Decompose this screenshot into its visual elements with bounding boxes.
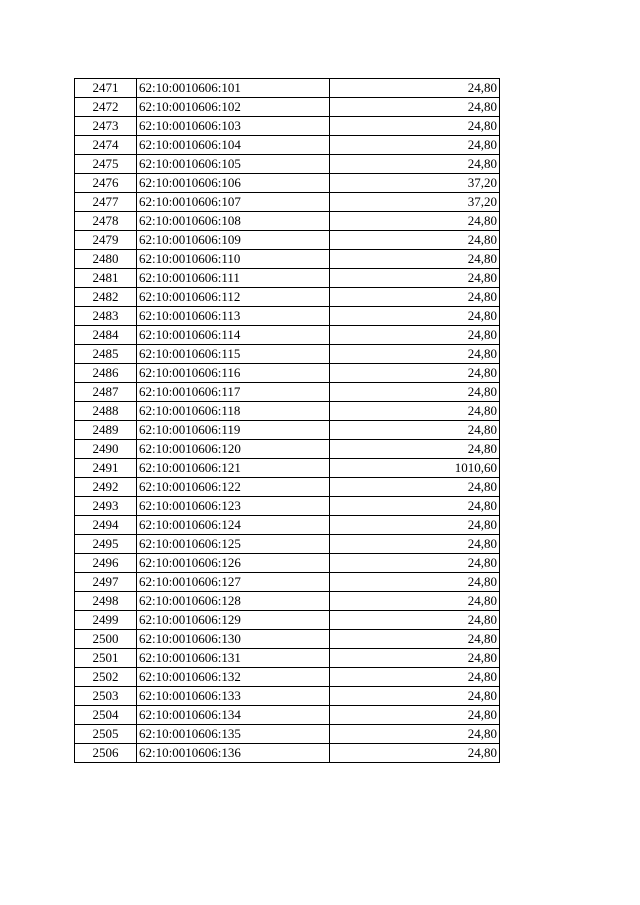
area-cell: 24,80 xyxy=(330,687,500,706)
area-cell: 24,80 xyxy=(330,212,500,231)
table-row xyxy=(75,573,500,592)
table-row xyxy=(75,250,500,269)
cadastral-number-cell: 62:10:0010606:130 xyxy=(137,630,330,649)
area-cell: 24,80 xyxy=(330,231,500,250)
cadastral-number-cell: 62:10:0010606:121 xyxy=(137,459,330,478)
cadastral-number-cell: 62:10:0010606:119 xyxy=(137,421,330,440)
area-cell: 24,80 xyxy=(330,668,500,687)
row-number-cell: 2482 xyxy=(75,288,137,307)
area-cell: 24,80 xyxy=(330,706,500,725)
table-row xyxy=(75,706,500,725)
table-row xyxy=(75,117,500,136)
row-number-cell: 2471 xyxy=(75,79,137,98)
row-number-cell: 2493 xyxy=(75,497,137,516)
area-cell: 24,80 xyxy=(330,421,500,440)
table-row xyxy=(75,516,500,535)
area-cell: 24,80 xyxy=(330,630,500,649)
cadastral-number-cell: 62:10:0010606:111 xyxy=(137,269,330,288)
area-cell: 37,20 xyxy=(330,193,500,212)
row-number-cell: 2487 xyxy=(75,383,137,402)
cadastral-number-cell: 62:10:0010606:106 xyxy=(137,174,330,193)
row-number-cell: 2480 xyxy=(75,250,137,269)
area-cell: 24,80 xyxy=(330,573,500,592)
cadastral-number-cell: 62:10:0010606:135 xyxy=(137,725,330,744)
area-cell: 24,80 xyxy=(330,516,500,535)
area-cell: 24,80 xyxy=(330,155,500,174)
row-number-cell: 2472 xyxy=(75,98,137,117)
cadastral-number-cell: 62:10:0010606:134 xyxy=(137,706,330,725)
area-cell: 24,80 xyxy=(330,535,500,554)
row-number-cell: 2476 xyxy=(75,174,137,193)
table-body xyxy=(75,79,500,763)
row-number-cell: 2490 xyxy=(75,440,137,459)
row-number-cell: 2486 xyxy=(75,364,137,383)
row-number-cell: 2502 xyxy=(75,668,137,687)
cadastral-number-cell: 62:10:0010606:120 xyxy=(137,440,330,459)
area-cell: 37,20 xyxy=(330,174,500,193)
cadastral-number-cell: 62:10:0010606:102 xyxy=(137,98,330,117)
area-cell: 24,80 xyxy=(330,79,500,98)
row-number-cell: 2481 xyxy=(75,269,137,288)
cadastral-number-cell: 62:10:0010606:131 xyxy=(137,649,330,668)
cadastral-number-cell: 62:10:0010606:126 xyxy=(137,554,330,573)
cadastral-number-cell: 62:10:0010606:128 xyxy=(137,592,330,611)
row-number-cell: 2499 xyxy=(75,611,137,630)
table-row xyxy=(75,535,500,554)
row-number-cell: 2495 xyxy=(75,535,137,554)
table-row xyxy=(75,136,500,155)
cadastral-number-cell: 62:10:0010606:132 xyxy=(137,668,330,687)
cadastral-number-cell: 62:10:0010606:108 xyxy=(137,212,330,231)
cadastral-number-cell: 62:10:0010606:101 xyxy=(137,79,330,98)
cadastral-number-cell: 62:10:0010606:104 xyxy=(137,136,330,155)
row-number-cell: 2475 xyxy=(75,155,137,174)
row-number-cell: 2473 xyxy=(75,117,137,136)
area-cell: 24,80 xyxy=(330,478,500,497)
table-row xyxy=(75,231,500,250)
area-cell: 24,80 xyxy=(330,364,500,383)
row-number-cell: 2500 xyxy=(75,630,137,649)
cadastral-number-cell: 62:10:0010606:115 xyxy=(137,345,330,364)
table-row xyxy=(75,725,500,744)
cadastral-number-cell: 62:10:0010606:113 xyxy=(137,307,330,326)
row-number-cell: 2503 xyxy=(75,687,137,706)
table-row xyxy=(75,345,500,364)
row-number-cell: 2489 xyxy=(75,421,137,440)
cadastral-number-cell: 62:10:0010606:114 xyxy=(137,326,330,345)
row-number-cell: 2484 xyxy=(75,326,137,345)
table-row xyxy=(75,383,500,402)
area-cell: 24,80 xyxy=(330,136,500,155)
row-number-cell: 2497 xyxy=(75,573,137,592)
row-number-cell: 2506 xyxy=(75,744,137,763)
row-number-cell: 2483 xyxy=(75,307,137,326)
cadastral-number-cell: 62:10:0010606:136 xyxy=(137,744,330,763)
area-cell: 24,80 xyxy=(330,288,500,307)
area-cell: 24,80 xyxy=(330,307,500,326)
table-row xyxy=(75,592,500,611)
table-row xyxy=(75,744,500,763)
cadastral-number-cell: 62:10:0010606:127 xyxy=(137,573,330,592)
area-cell: 24,80 xyxy=(330,117,500,136)
row-number-cell: 2474 xyxy=(75,136,137,155)
area-cell: 24,80 xyxy=(330,592,500,611)
table-row xyxy=(75,212,500,231)
table-row xyxy=(75,364,500,383)
row-number-cell: 2496 xyxy=(75,554,137,573)
row-number-cell: 2488 xyxy=(75,402,137,421)
table-row xyxy=(75,98,500,117)
row-number-cell: 2504 xyxy=(75,706,137,725)
row-number-cell: 2494 xyxy=(75,516,137,535)
table-row xyxy=(75,668,500,687)
table-row xyxy=(75,478,500,497)
row-number-cell: 2479 xyxy=(75,231,137,250)
cadastral-number-cell: 62:10:0010606:125 xyxy=(137,535,330,554)
area-cell: 24,80 xyxy=(330,649,500,668)
cadastral-number-cell: 62:10:0010606:109 xyxy=(137,231,330,250)
area-cell: 24,80 xyxy=(330,250,500,269)
area-cell: 24,80 xyxy=(330,554,500,573)
row-number-cell: 2498 xyxy=(75,592,137,611)
cadastral-number-cell: 62:10:0010606:118 xyxy=(137,402,330,421)
area-cell: 1010,60 xyxy=(330,459,500,478)
row-number-cell: 2491 xyxy=(75,459,137,478)
area-cell: 24,80 xyxy=(330,98,500,117)
table-row xyxy=(75,421,500,440)
area-cell: 24,80 xyxy=(330,269,500,288)
table-row xyxy=(75,288,500,307)
area-cell: 24,80 xyxy=(330,345,500,364)
cadastral-number-cell: 62:10:0010606:107 xyxy=(137,193,330,212)
row-number-cell: 2477 xyxy=(75,193,137,212)
table-row xyxy=(75,269,500,288)
area-cell: 24,80 xyxy=(330,611,500,630)
cadastral-number-cell: 62:10:0010606:112 xyxy=(137,288,330,307)
cadastral-number-cell: 62:10:0010606:117 xyxy=(137,383,330,402)
row-number-cell: 2492 xyxy=(75,478,137,497)
cadastral-number-cell: 62:10:0010606:123 xyxy=(137,497,330,516)
table-row xyxy=(75,155,500,174)
row-number-cell: 2501 xyxy=(75,649,137,668)
row-number-cell: 2478 xyxy=(75,212,137,231)
area-cell: 24,80 xyxy=(330,497,500,516)
cadastral-number-cell: 62:10:0010606:122 xyxy=(137,478,330,497)
table-row xyxy=(75,554,500,573)
cadastral-table xyxy=(74,78,500,763)
row-number-cell: 2505 xyxy=(75,725,137,744)
cadastral-number-cell: 62:10:0010606:103 xyxy=(137,117,330,136)
cadastral-number-cell: 62:10:0010606:133 xyxy=(137,687,330,706)
area-cell: 24,80 xyxy=(330,383,500,402)
area-cell: 24,80 xyxy=(330,440,500,459)
table-row xyxy=(75,307,500,326)
row-number-cell: 2485 xyxy=(75,345,137,364)
area-cell: 24,80 xyxy=(330,744,500,763)
table-row xyxy=(75,193,500,212)
table-row xyxy=(75,459,500,478)
table-row xyxy=(75,174,500,193)
cadastral-number-cell: 62:10:0010606:124 xyxy=(137,516,330,535)
area-cell: 24,80 xyxy=(330,402,500,421)
table-row xyxy=(75,687,500,706)
cadastral-number-cell: 62:10:0010606:129 xyxy=(137,611,330,630)
table-row xyxy=(75,79,500,98)
table-row xyxy=(75,326,500,345)
table-row xyxy=(75,440,500,459)
table-row xyxy=(75,630,500,649)
table-row xyxy=(75,611,500,630)
table-row xyxy=(75,649,500,668)
cadastral-number-cell: 62:10:0010606:110 xyxy=(137,250,330,269)
cadastral-number-cell: 62:10:0010606:105 xyxy=(137,155,330,174)
cadastral-number-cell: 62:10:0010606:116 xyxy=(137,364,330,383)
area-cell: 24,80 xyxy=(330,326,500,345)
area-cell: 24,80 xyxy=(330,725,500,744)
table-row xyxy=(75,402,500,421)
table-row xyxy=(75,497,500,516)
